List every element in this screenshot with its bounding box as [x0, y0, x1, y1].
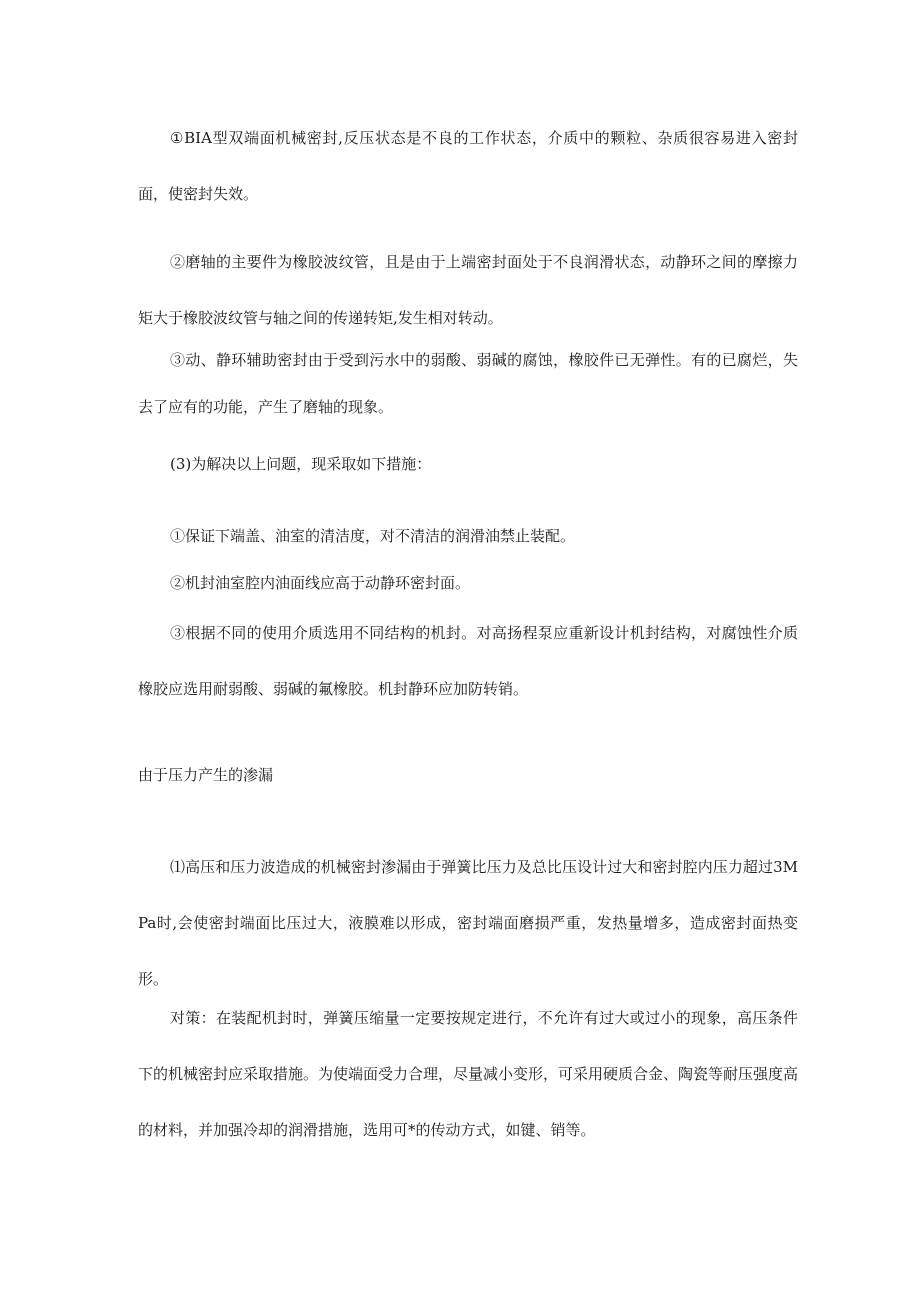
paragraph-auxiliary-seal-corrosion: ③动、静环辅助密封由于受到污水中的弱酸、弱碱的腐蚀，橡胶件已无弹性。有的已腐烂，失去了应有的功能，产生了磨轴的现象。 — [138, 351, 798, 416]
paragraph-bia-seal-reverse-pressure: ①BIA型双端面机械密封,反压状态是不良的工作状态，介质中的颗粒、杂质很容易进入密封面，使密封失效。 — [138, 129, 798, 203]
paragraph-shaft-wear-cause: ②磨轴的主要件为橡胶波纹管，且是由于上端密封面处于不良润滑状态，动静环之间的摩擦力矩大于橡胶波纹管与轴之间的传递转矩,发生相对转动。 — [138, 253, 798, 327]
paragraph-high-pressure-leakage: ⑴高压和压力波造成的机械密封渗漏由于弹簧比压力及总比压设计过大和密封腔内压力超过3MPa时,会使密封端面比压过大，液膜难以形成，密封端面磨损严重，发热量增多，造成密封面热变形。 — [138, 858, 798, 988]
paragraph-measure-oil-level: ②机封油室腔内油面线应高于动静环密封面。 — [170, 574, 471, 592]
section-heading-pressure-leakage: 由于压力产生的渗漏 — [138, 766, 274, 784]
paragraph-measure-cleanliness: ①保证下端盖、油室的清洁度，对不清洁的润滑油禁止装配。 — [170, 527, 576, 545]
paragraph-measure-seal-structure: ③根据不同的使用介质选用不同结构的机封。对高扬程泵应重新设计机封结构，对腐蚀性介质橡胶应选用耐弱酸、弱碱的氟橡胶。机封静环应加防转销。 — [138, 624, 798, 698]
paragraph-measures-heading: (3)为解决以上问题，现采取如下措施： — [170, 455, 432, 473]
paragraph-countermeasures: 对策：在装配机封时，弹簧压缩量一定要按规定进行，不允许有过大或过小的现象，高压条件下的机械密封应采取措施。为使端面受力合理，尽量减小变形，可采用硬质合金、陶瓷等耐压强度高的材料，并加强冷却的润滑措施，选用可*的传动方式，如键、销等。 — [138, 1009, 799, 1139]
